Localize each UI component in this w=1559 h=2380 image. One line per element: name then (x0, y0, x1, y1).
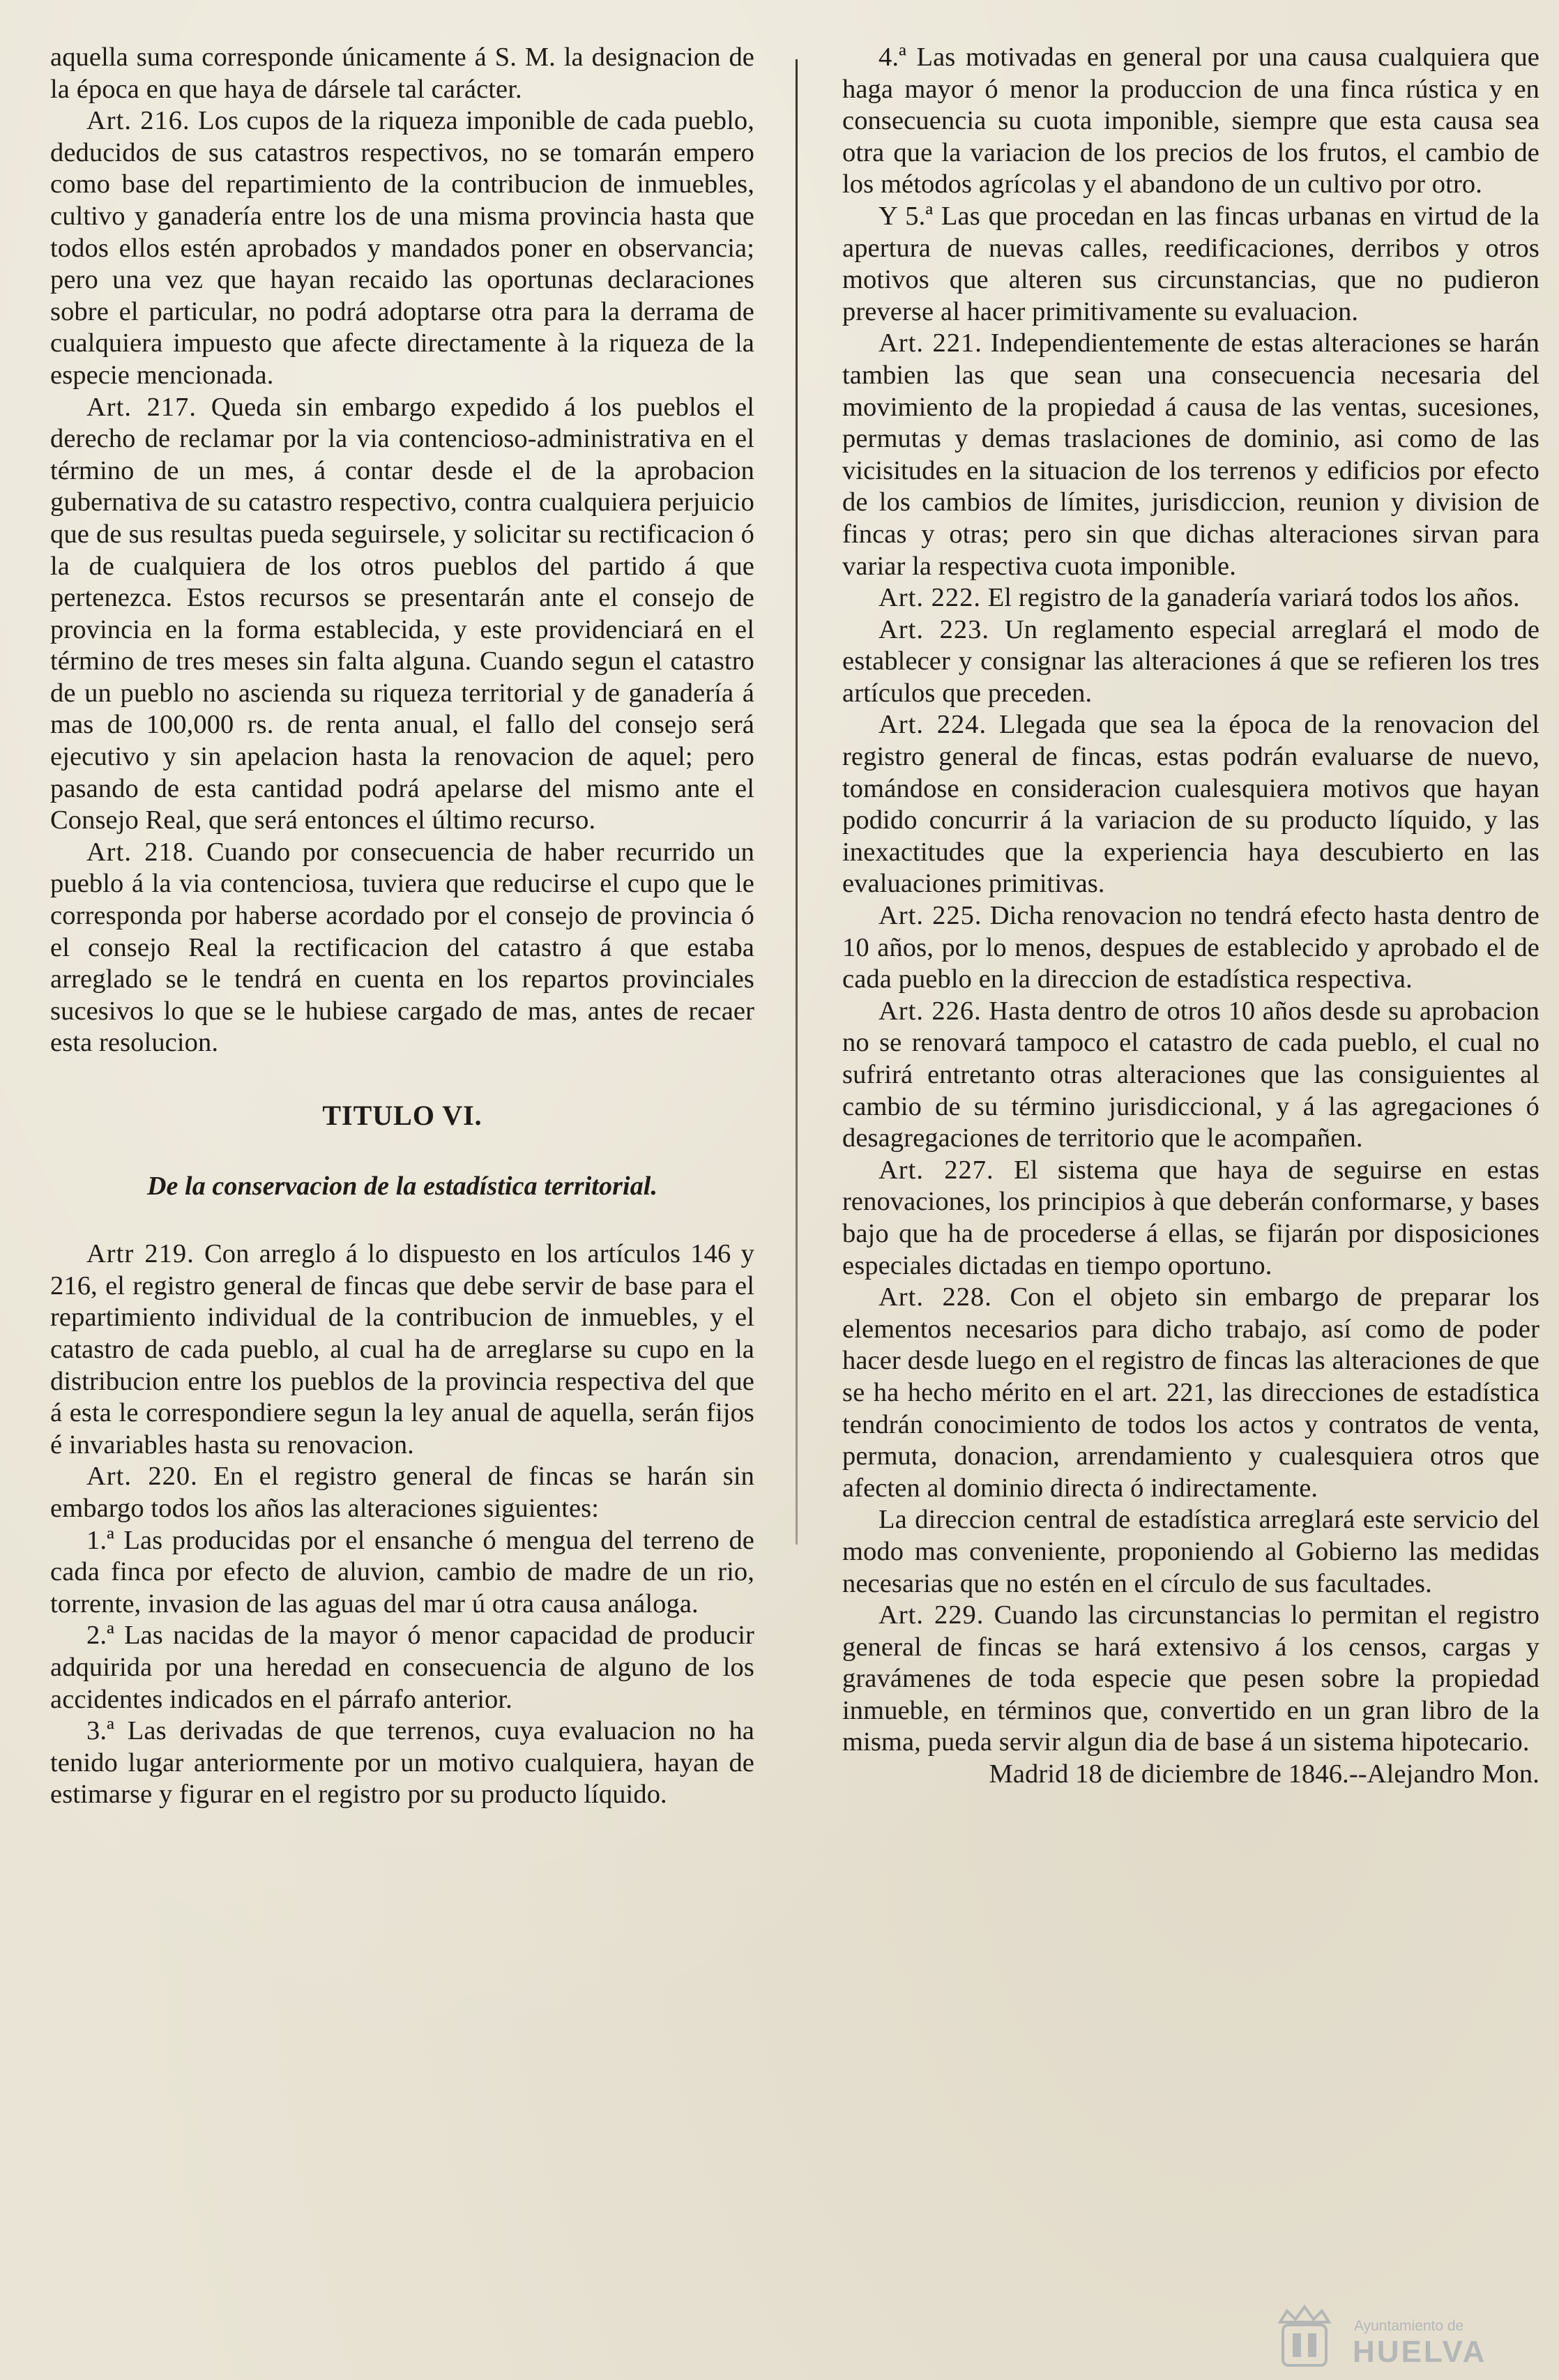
list-item-5 (842, 201, 1539, 328)
article-222 (842, 582, 1539, 614)
watermark-line2: HUELVA (1353, 2335, 1487, 2369)
article-text: Dicha renovacion no tendrá efecto hasta dentro de 10 años, por lo menos, despues de establecido y aprobado el de cada pueblo en la direccion de estadística respectiva. (842, 901, 1539, 994)
right-column (842, 42, 1539, 1791)
article-text: Un reglamento especial arreglará el modo de establecer y consignar las alteraciones á que se refieren los tres artículos que preceden. (842, 614, 1540, 708)
article-number: Art. 221. (879, 328, 982, 358)
article-text: Con arreglo á lo dispuesto en los artículos 146 y 216, el registro general de fincas que debe servir de base para el repartimiento individual de la contribucion de inmuebles, y el catastro de cada pueblo, al cual ha de arreglarse su cupo en la distribucion entre los pueblos de la provincia respectiva del que á esta le correspondiere segun la ley anual de aquella, serán fijos é invariables hasta su renovacion. (50, 1239, 754, 1460)
article-text: El registro de la ganadería variará todos los años. (987, 583, 1520, 613)
article-218 (50, 837, 754, 1059)
list-number: 1.ª (86, 1525, 114, 1555)
list-text: Las que procedan en las fincas urbanas en virtud de la apertura de nuevas calles, reedificaciones, derribos y otros motivos que alteren sus circunstancias, que no pudieron preverse al hacer primitivamente su evaluacion. (842, 201, 1539, 326)
list-item-4 (842, 42, 1539, 201)
article-text: Con el objeto sin embargo de preparar los elementos necesarios para dicho trabajo, así como de poder hacer desde luego en el registro de fincas las alteraciones de que se ha hecho mérito en el art. 221, las direcciones de estadística tendrán conocimiento de todos los actos y contratos de venta, permuta, donacion, arrendamiento y cualesquiera otros que afecten al dominio directa ó indirectamente. (842, 1282, 1539, 1503)
article-216 (50, 105, 754, 391)
article-number: Art. 224. (879, 710, 987, 740)
article-text: Cuando por consecuencia de haber recurrido un pueblo á la via contenciosa, tuviera que reducirse el cupo que le corresponda por haberse acordado por el consejo de provincia ó el consejo Real la rectificacion del catastro á que estaba arreglado se le tendrá en cuenta en los repartos provinciales sucesivos lo que se le hubiese cargado de mas, antes de recaer esta resolucion. (50, 837, 755, 1058)
article-number: Art. 223. (879, 614, 990, 644)
list-number: 3.ª (86, 1716, 114, 1746)
article-228 (842, 1282, 1539, 1504)
section-title: TITULO VI. (322, 1100, 482, 1131)
article-number: Artr 219. (86, 1239, 195, 1269)
article-text: El sistema que haya de seguirse en estas renovaciones, los principios à que deberán conformarse, y bases bajo que ha de procederse á ellas, se fijarán por disposiciones especiales dictadas en tiempo oportuno. (842, 1155, 1539, 1280)
article-number: Art. 226. (879, 996, 982, 1026)
article-text: Hasta dentro de otros 10 años desde su aprobacion no se renovará tampoco el catastro de cada pueblo, el cual no sufrirá entretanto otras alteraciones que las consiguientes al cambio de su término jurisdiccional, y á las agregaciones ó desagregaciones de territorio que le acompañen. (842, 996, 1539, 1153)
article-text: Cuando las circunstancias lo permitan el registro general de fincas se hará extensivo á los censos, cargas y gravámenes de toda especie que pesen sobre la propiedad inmueble, en términos que, convertido en un gran libro de la misma, pueda servir algun dia de base á un sistema hipotecario. (842, 1600, 1539, 1757)
signature-line: Madrid 18 de diciembre de 1846.--Alejandro Mon. (989, 1759, 1539, 1789)
list-item-3 (50, 1715, 754, 1811)
article-219 (50, 1238, 754, 1461)
article-number: Art. 228. (879, 1282, 992, 1312)
list-text: Las motivadas en general por una causa cualquiera que haga mayor ó menor la produccion de una finca rústica y en consecuencia su cuota imponible, siempre que esta causa sea otra que la variacion de los precios de los frutos, el cambio de los métodos agrícolas y el abandono de un cultivo por otro. (842, 43, 1539, 199)
article-number: Art. 220. (86, 1462, 198, 1492)
article-number: Art. 218. (86, 837, 195, 867)
article-221 (842, 328, 1539, 582)
list-number: 4.ª (879, 43, 906, 72)
list-item-1 (50, 1525, 754, 1621)
article-220 (50, 1461, 754, 1524)
article-text: En el registro general de fincas se harán sin embargo todos los años las alteraciones siguientes: (50, 1462, 755, 1523)
article-number: Art. 217. (86, 392, 197, 422)
list-text: Las nacidas de la mayor ó menor capacidad de producir adquirida por una heredad en consecuencia de alguno de los accidentes indicados en el párrafo anterior. (50, 1621, 754, 1714)
watermark-logo (1266, 2303, 1545, 2372)
article-number: Art. 225. (879, 901, 982, 931)
article-223 (842, 614, 1539, 710)
paragraph-continuation: aquella suma corresponde únicamente á S. M. la designacion de la época en que haya de dársele tal carácter. (50, 43, 754, 104)
article-number: Art. 216. (86, 106, 190, 136)
watermark-line1: Ayuntamiento de (1354, 2318, 1464, 2334)
article-number: Art. 222. (879, 583, 981, 613)
section-subtitle: De la conservacion de la estadística territorial. (146, 1171, 658, 1201)
article-224 (842, 709, 1539, 900)
article-number: Art. 229. (879, 1600, 984, 1630)
article-226 (842, 996, 1539, 1155)
article-227 (842, 1155, 1539, 1282)
paragraph-direccion-central: La direccion central de estadística arreglará este servicio del modo mas conveniente, proponiendo al Gobierno las medidas necesarias que no estén en el círculo de sus facultades. (842, 1505, 1539, 1598)
article-225 (842, 900, 1539, 996)
list-number: 2.ª (86, 1621, 114, 1651)
article-number: Art. 227. (879, 1155, 994, 1185)
list-item-2 (50, 1620, 754, 1715)
list-number: Y 5.ª (879, 201, 934, 231)
article-217 (50, 392, 754, 837)
crown-shield-icon (1266, 2303, 1343, 2372)
article-text: Llegada que sea la época de la renovacion del registro general de fincas, estas podrán evaluarse de nuevo, tomándose en consideracion cualesquiera motivos que hayan podido concurrir á la variacion de su producto líquido, y las inexactitudes que la experiencia haya descubierto en las evaluaciones primitivas. (842, 710, 1539, 899)
article-text: Queda sin embargo expedido á los pueblos el derecho de reclamar por la via contencioso-administrativa en el término de un mes, á contar desde el de la aprobacion gubernativa de su catastro respectivo, contra cualquiera perjuicio que de sus resultas pueda seguirsele, y solicitar su rectificacion ó la de cualquiera de los otros pueblos del partido á que pertenezca. Estos recursos se presentarán ante el consejo de provincia en la forma establecida, y este providenciará en el término de tres meses sin falta alguna. Cuando segun el catastro de un pueblo no ascienda su riqueza territorial y de ganadería á mas de 100,000 rs. de renta anual, el fallo del consejo será ejecutivo y sin apelacion hasta la renovacion de aquel; pero pasando de esta cantidad podrá apelarse del mismo ante el Consejo Real, que será entonces el último recurso. (50, 392, 754, 835)
left-column (50, 42, 754, 1811)
column-divider (796, 59, 798, 1545)
article-text: Los cupos de la riqueza imponible de cada pueblo, deducidos de sus catastros respectivos, no se tomarán empero como base del repartimiento de la contribucion de inmuebles, cultivo y ganadería entre los de una misma provincia hasta que todos ellos estén aprobados y mandados poner en observancia; pero una vez que hayan recaido las oportunas declaraciones sobre el particular, no podrá adoptarse otra para la derrama de cualquiera impuesto que afecte directamente à la riqueza de la especie mencionada. (50, 106, 754, 390)
article-229 (842, 1600, 1539, 1759)
list-text: Las derivadas de que terrenos, cuya evaluacion no ha tenido lugar anteriormente por un motivo cualquiera, hayan de estimarse y figurar en el registro por su producto líquido. (50, 1716, 754, 1810)
article-text: Independientemente de estas alteraciones se harán tambien las que sean una consecuencia necesaria del movimiento de la propiedad á causa de las ventas, sucesiones, permutas y demas traslaciones de dominio, asi como de las vicisitudes en la situacion de los terrenos y edificios por efecto de los cambios de límites, jurisdiccion, reunion y division de fincas y otras; pero sin que dichas alteraciones sirvan para variar la respectiva cuota imponible. (842, 328, 1539, 581)
list-text: Las producidas por el ensanche ó mengua del terreno de cada finca por efecto de aluvion, cambio de madre de un rio, torrente, invasion de las aguas del mar ú otra causa análoga. (50, 1525, 754, 1619)
